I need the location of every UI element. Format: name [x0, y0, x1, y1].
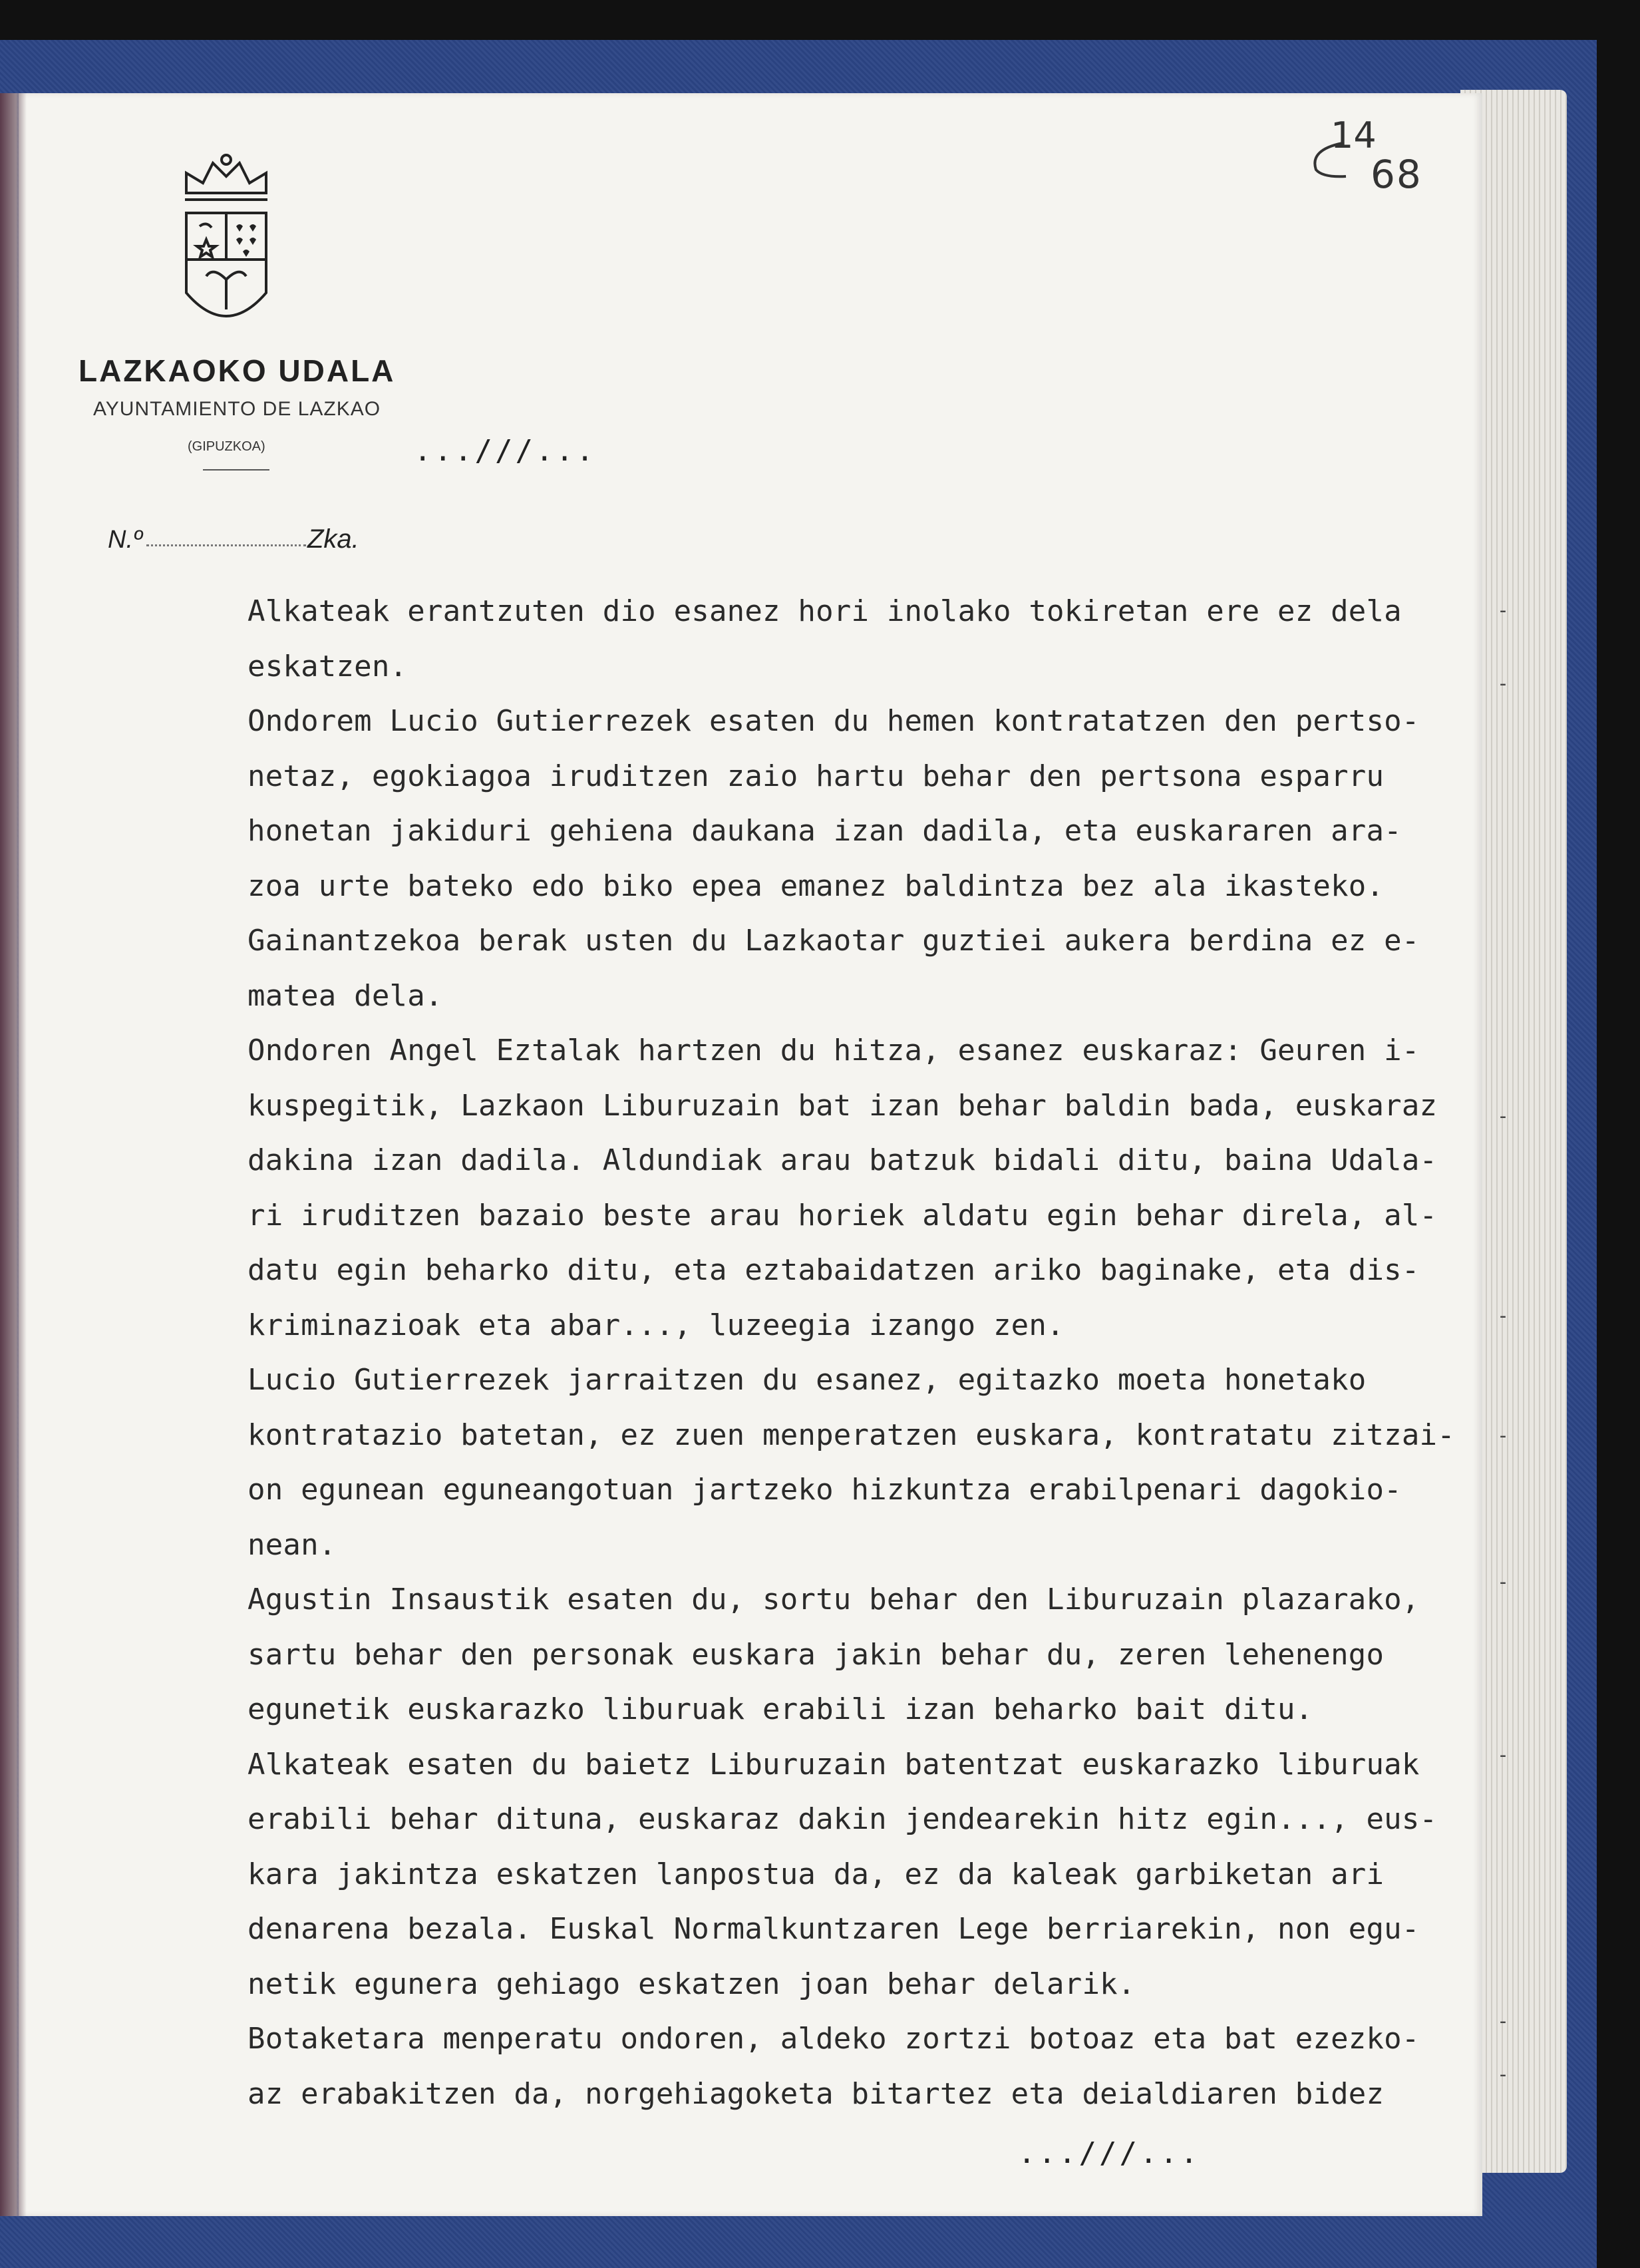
binding-shadow — [0, 93, 27, 2216]
text-line: honetan jakiduri gehiena daukana izan dadila, eta euskararen ara- — [247, 814, 1402, 848]
letterhead-divider — [203, 469, 269, 471]
text-line: ri iruditzen bazaio beste arau horiek aldatu egin behar direla, al- — [247, 1198, 1438, 1232]
text-line: Alkateak erantzuten dio esanez hori inolako tokiretan ere ez dela — [247, 594, 1402, 628]
text-line: Agustin Insaustik esaten du, sortu behar den Liburuzain plazarako, — [247, 1583, 1420, 1616]
text-line: Lucio Gutierrezek jarraitzen du esanez, egitazko moeta honetako — [247, 1363, 1367, 1397]
text-line: eskatzen. — [247, 649, 408, 683]
margin-tick: - — [1497, 1105, 1510, 1128]
coat-of-arms-icon — [166, 146, 286, 339]
folio-handwritten-mark: 14 — [1331, 114, 1377, 156]
text-line: erabili behar dituna, euskaraz dakin jendearekin hitz egin..., eus- — [247, 1802, 1438, 1836]
text-line: Gainantzekoa berak usten du Lazkaotar guztiei aukera berdina ez e- — [247, 924, 1420, 958]
folio-number: 68 — [1371, 152, 1422, 197]
margin-tick: - — [1497, 599, 1510, 622]
margin-tick: - — [1497, 2010, 1510, 2033]
text-line: Ondorem Lucio Gutierrezek esaten du hemen kontratatzen den pertso- — [247, 704, 1420, 738]
margin-tick: - — [1497, 1571, 1510, 1594]
margin-tick: - — [1497, 1744, 1510, 1767]
text-line: netaz, egokiagoa iruditzen zaio hartu behar den pertsona esparru — [247, 759, 1385, 793]
number-label: N.º — [108, 526, 142, 554]
margin-tick: - — [1497, 1424, 1510, 1447]
continuation-mark-bottom: ...///... — [1018, 2136, 1201, 2170]
text-line: az erabakitzen da, norgehiagoketa bitartez eta deialdiaren bidez — [247, 2076, 1385, 2111]
text-line: Alkateak esaten du baietz Liburuzain batentzat euskarazko liburuak — [247, 1747, 1420, 1782]
margin-tick: - — [1497, 2063, 1510, 2086]
text-line: netik egunera gehiago eskatzen joan behar delarik. — [247, 1967, 1136, 2001]
text-line: Ondoren Angel Eztalak hartzen du hitza, esanez euskaraz: Geuren i- — [247, 1034, 1420, 1067]
margin-tick: - — [1497, 1304, 1510, 1328]
number-dotted-line — [146, 544, 306, 546]
text-line: kuspegitik, Lazkaon Liburuzain bat izan behar baldin bada, euskaraz — [247, 1088, 1438, 1123]
margin-marks — [1497, 599, 1524, 2130]
continuation-mark-top: ...///... — [414, 434, 597, 468]
text-line: kara jakintza eskatzen lanpostua da, ez da kaleak garbiketan ari — [247, 1857, 1385, 1891]
text-line: egunetik euskarazko liburuak erabili izan beharko bait ditu. — [247, 1692, 1313, 1726]
text-line: matea dela. — [247, 978, 443, 1013]
text-line: kontratazio batetan, ez zuen menperatzen euskara, kontratatu zitzai- — [247, 1418, 1455, 1452]
text-line: nean. — [247, 1527, 337, 1562]
text-line: datu egin beharko ditu, eta eztabaidatzen ariko baginake, eta dis- — [247, 1253, 1420, 1287]
margin-tick: - — [1497, 672, 1510, 695]
text-line: sartu behar den personak euskara jakin behar du, zeren lehenengo — [247, 1637, 1385, 1672]
text-line: kriminazioak eta abar..., luzeegia izango zen. — [247, 1308, 1065, 1342]
institution-province: (GIPUZKOA) — [188, 439, 265, 454]
institution-name: LAZKAOKO UDALA — [79, 353, 396, 388]
text-line: Botaketara menperatu ondoren, aldeko zortzi botoaz eta bat ezezko- — [247, 2022, 1420, 2056]
body-text — [247, 584, 1485, 2122]
text-line: on egunean eguneangotuan jartzeko hizkuntza erabilpenari dagokio- — [247, 1473, 1402, 1507]
text-line: denarena bezala. Euskal Normalkuntzaren Lege berriarekin, non egu- — [247, 1912, 1420, 1946]
institution-subtitle: AYUNTAMIENTO DE LAZKAO — [93, 398, 381, 420]
zka-label: Zka. — [307, 524, 359, 554]
text-line: dakina izan dadila. Aldundiak arau batzuk bidali ditu, baina Udala- — [247, 1143, 1438, 1177]
text-line: zoa urte bateko edo biko epea emanez baldintza bez ala ikasteko. — [247, 868, 1385, 903]
